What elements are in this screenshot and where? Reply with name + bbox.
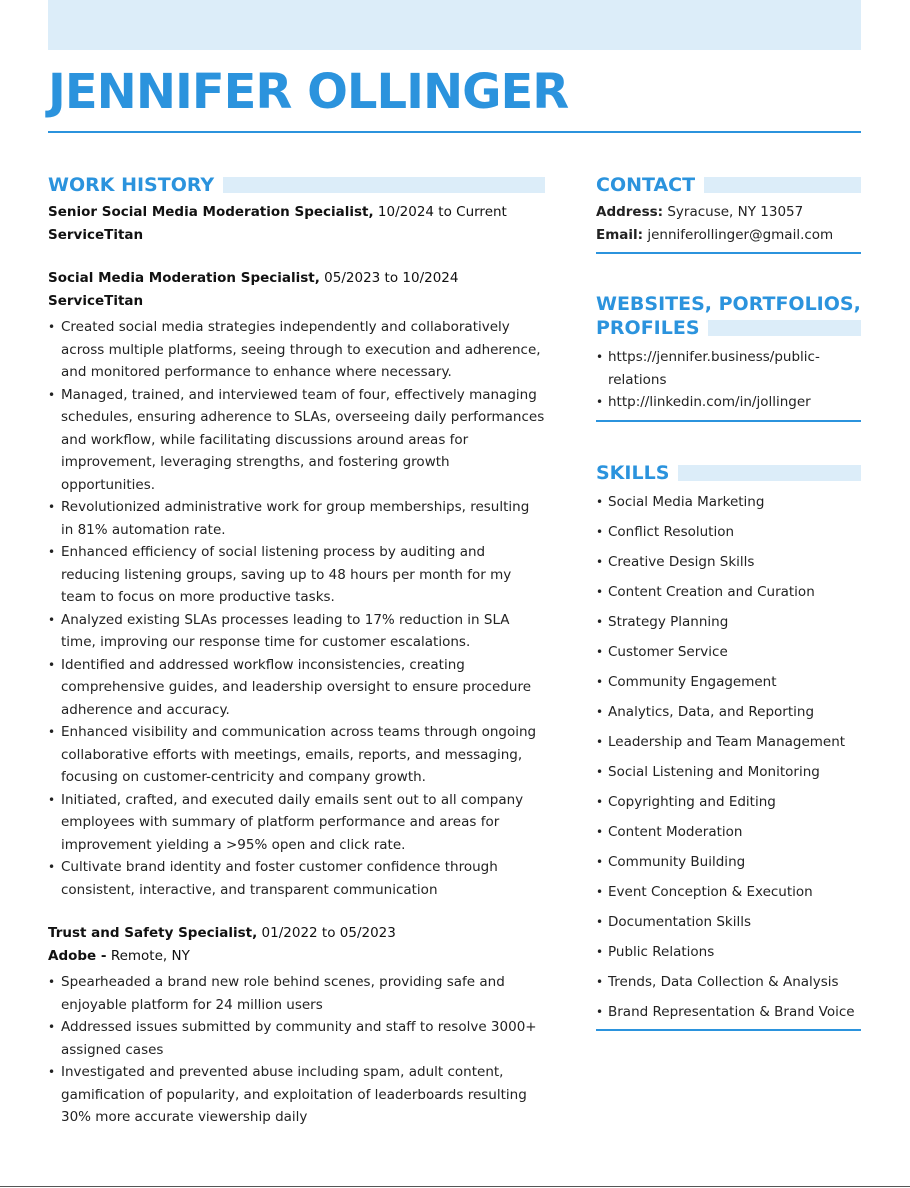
websites-title-line1: WEBSITES, PORTFOLIOS,: [596, 293, 861, 315]
section-divider: [596, 1029, 861, 1031]
job-entry: [48, 922, 545, 1129]
candidate-name: JENNIFER OLLINGER: [48, 64, 569, 120]
skill-item: • Community Engagement: [596, 667, 861, 697]
job-title-line: [48, 267, 545, 290]
contact-heading: [596, 172, 861, 198]
skill-item: • Creative Design Skills: [596, 547, 861, 577]
left-column: [48, 172, 545, 1129]
website-link[interactable]: • https://jennifer.business/public-relations: [596, 346, 861, 391]
list-item: • Identified and addressed workflow inconsistencies, creating comprehensive guides, and leadership oversight to ensure procedure adherence and accuracy.: [48, 654, 545, 722]
list-item: • Created social media strategies independently and collaboratively across multiple platforms, seeing through to execution and adherence, and monitored performance to enhance where necessary.: [48, 316, 545, 384]
list-item: • Managed, trained, and interviewed team of four, effectively managing schedules, ensuring adherence to SLAs, overseeing daily performances and workflow, while facilitating discussions around areas for improvement, leveraging strengths, and fostering growth opportunities.: [48, 384, 545, 497]
skill-item: • Community Building: [596, 847, 861, 877]
skill-item: • Public Relations: [596, 937, 861, 967]
job-company-line: [48, 945, 545, 968]
skill-item: • Documentation Skills: [596, 907, 861, 937]
skill-item: • Social Listening and Monitoring: [596, 757, 861, 787]
job-dates: 05/2023 to 10/2024: [324, 270, 459, 286]
skills-heading: [596, 460, 861, 486]
list-item: • Cultivate brand identity and foster customer confidence through consistent, interactive, and transparent communication: [48, 856, 545, 901]
skill-item: • Leadership and Team Management: [596, 727, 861, 757]
job-dates: 10/2024 to Current: [377, 204, 507, 220]
skill-item: • Content Moderation: [596, 817, 861, 847]
list-item: • Revolutionized administrative work for group memberships, resulting in 81% automation rate.: [48, 496, 545, 541]
header-band: [48, 0, 861, 50]
list-item: • Enhanced visibility and communication across teams through ongoing collaborative efforts with meetings, emails, reports, and messaging, focusing on customer-centricity and company growth.: [48, 721, 545, 789]
list-item: • Spearheaded a brand new role behind scenes, providing safe and enjoyable platform for 24 million users: [48, 971, 545, 1016]
list-item: • Investigated and prevented abuse including spam, adult content, gamification of popularity, and exploitation of leaderboards resulting 30% more accurate viewership daily: [48, 1061, 545, 1129]
skills-list: [596, 487, 861, 1027]
job-entry: [48, 267, 545, 901]
page-bottom-border: [0, 1186, 910, 1187]
websites-title-row2: [596, 316, 861, 340]
job-title: Trust and Safety Specialist,: [48, 925, 258, 941]
heading-accent-bar: [704, 177, 861, 193]
job-company-line: [48, 224, 545, 247]
job-company: Adobe -: [48, 947, 107, 964]
job-company: ServiceTitan: [48, 226, 144, 243]
email-line: [596, 224, 861, 247]
websites-list: [596, 346, 861, 414]
section-divider: [596, 252, 861, 254]
skill-item: • Social Media Marketing: [596, 487, 861, 517]
job-bullets: [48, 316, 545, 901]
heading-accent-bar: [708, 320, 861, 336]
skill-item: • Conflict Resolution: [596, 517, 861, 547]
contact-title: CONTACT: [596, 174, 696, 196]
websites-heading: [596, 292, 861, 340]
address-label: Address:: [596, 204, 664, 220]
skill-item: • Strategy Planning: [596, 607, 861, 637]
job-title-line: [48, 922, 545, 945]
job-location: Remote, NY: [110, 947, 190, 964]
work-history-title: WORK HISTORY: [48, 174, 215, 196]
list-item: • Analyzed existing SLAs processes leading to 17% reduction in SLA time, improving our response time for customer escalations.: [48, 609, 545, 654]
right-column: [596, 172, 861, 1031]
email-label: Email:: [596, 226, 644, 243]
contact-block: [596, 201, 861, 246]
job-dates: 01/2022 to 05/2023: [261, 925, 396, 941]
address-value: Syracuse, NY 13057: [667, 204, 804, 220]
job-title: Senior Social Media Moderation Specialist,: [48, 204, 374, 220]
website-link[interactable]: • http://linkedin.com/in/jollinger: [596, 391, 861, 414]
skill-item: • Trends, Data Collection & Analysis: [596, 967, 861, 997]
heading-accent-bar: [678, 465, 861, 481]
skill-item: • Analytics, Data, and Reporting: [596, 697, 861, 727]
email-value[interactable]: jenniferollinger@gmail.com: [647, 226, 834, 243]
job-entry: [48, 201, 545, 246]
list-item: • Addressed issues submitted by community and staff to resolve 3000+ assigned cases: [48, 1016, 545, 1061]
job-title-line: [48, 201, 545, 224]
section-divider: [596, 420, 861, 422]
skill-item: • Brand Representation & Brand Voice: [596, 997, 861, 1027]
address-line: [596, 201, 861, 224]
list-item: • Initiated, crafted, and executed daily emails sent out to all company employees with summary of platform performance and areas for improvement yielding a >95% open and click rate.: [48, 789, 545, 857]
websites-title-line2: PROFILES: [596, 317, 700, 339]
job-company-line: [48, 290, 545, 313]
skills-title: SKILLS: [596, 461, 670, 484]
job-bullets: [48, 971, 545, 1129]
skill-item: • Content Creation and Curation: [596, 577, 861, 607]
skill-item: • Customer Service: [596, 637, 861, 667]
job-company: ServiceTitan: [48, 292, 144, 309]
job-title: Social Media Moderation Specialist,: [48, 270, 320, 286]
header-divider: [48, 131, 861, 133]
skill-item: • Copyrighting and Editing: [596, 787, 861, 817]
skill-item: • Event Conception & Execution: [596, 877, 861, 907]
work-history-heading: [48, 172, 545, 198]
list-item: • Enhanced efficiency of social listening process by auditing and reducing listening groups, saving up to 48 hours per month for my team to focus on more productive tasks.: [48, 541, 545, 609]
heading-accent-bar: [223, 177, 545, 193]
